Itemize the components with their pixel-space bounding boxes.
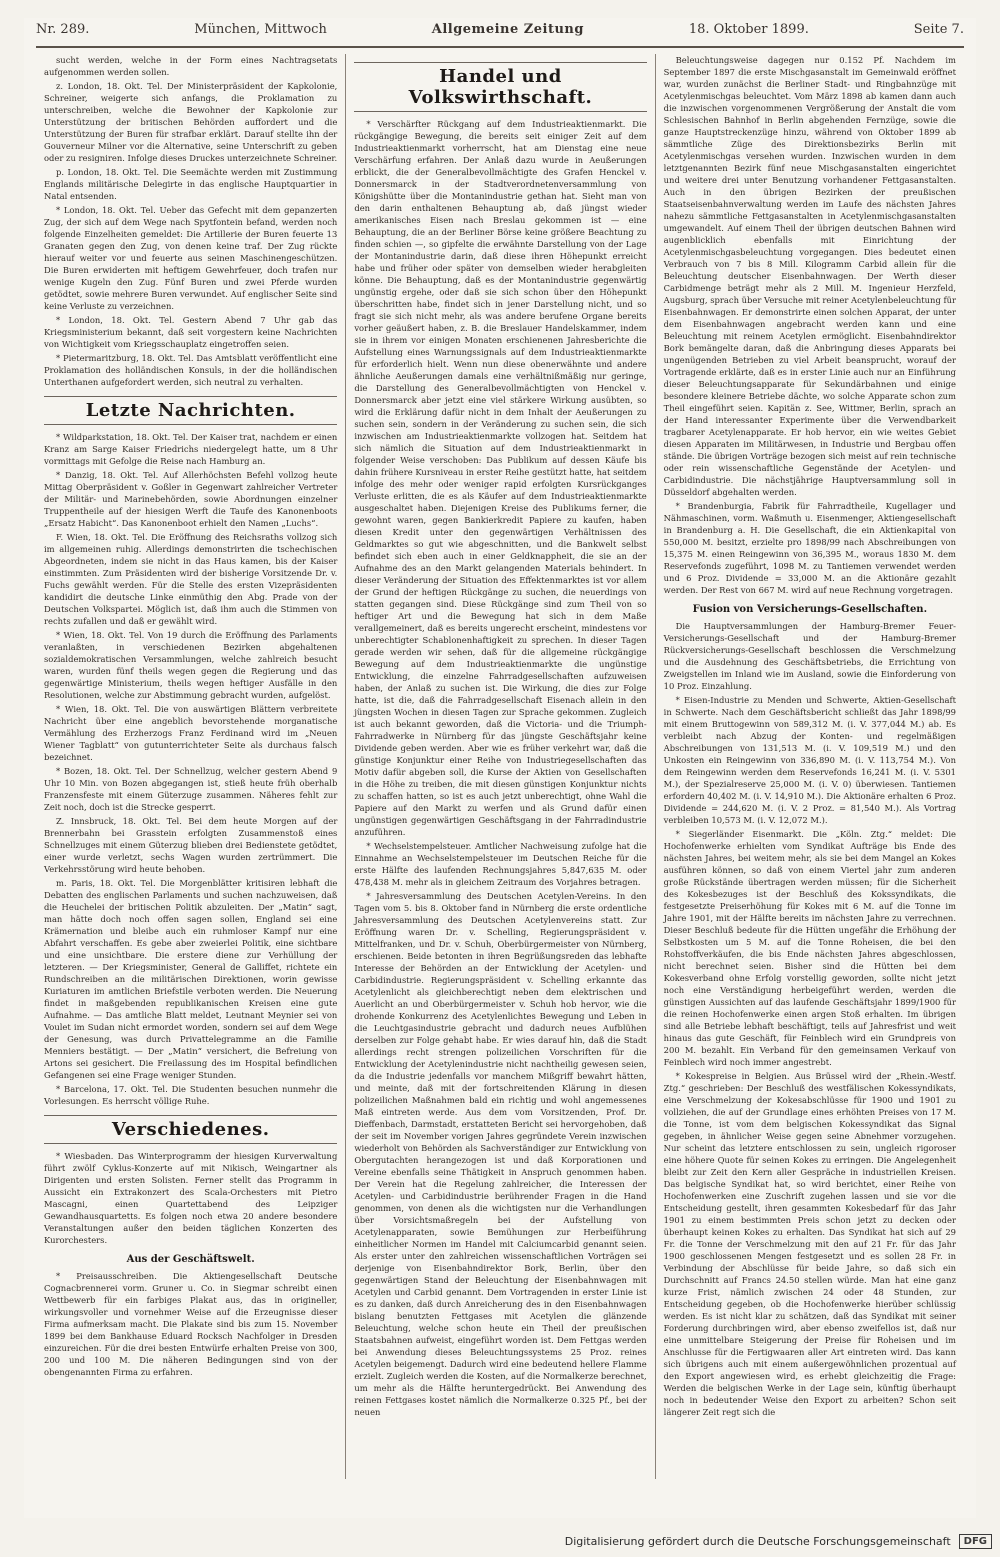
subsection-heading: Fusion von Versicherungs-Gesellschaften. <box>692 604 928 615</box>
article-paragraph: * Wiesbaden. Das Winterprogramm der hiesigen Kurverwaltung führt zwölf Cyklus-Konzerte auf mit Nikisch, Weingartner als Dirigenten und ersten Solisten. Ferner stellt das Programm in Aussicht ein Extrakonzert des Scala-Orchesters mit Pietro Mascagni, einen Quartettabend des Leipziger Gewandhausquartetts. Es folgen noch etwa 20 andere besondere Veranstaltungen außer den beiden täglichen Konzerten des Kurorchesters. <box>44 1151 338 1245</box>
article-paragraph: * Jahresversammlung des Deutschen Acetylen-Vereins. In den Tagen vom 5. bis 8. Oktober fand in Nürnberg die erste ordentliche Jahresversammlung des Deutschen Acetylenvereins statt. Zur Eröffnung waren Dr. v. Schelling, Regierungspräsident v. Mittelfranken, und Dr. v. Schuh, Oberbürgermeister von Nürnberg, erschienen. Beide betonten in ihren Begrüßungsreden das lebhafte Interesse der Behörden an der Entwicklung der Acetylen- und Carbidindustrie. Regierungspräsident v. Schelling erkannte das Acetylenlicht als gleichberechtigt neben dem elektrischen und Auerlicht an und Oberbürgermeister v. Schuh hob hervor, wie die drohende Konkurrenz des Acetylenlichtes Bewegung und Leben in die Leuchtgasindustrie gebracht und dadurch neues Aufblühen derselben zur Folge gehabt habe. Er wies darauf hin, daß die Stadt allerdings recht strengen polizeilichen Vorschriften für die Entwicklung der Acetylenindustrie nicht nachtheilig gewesen seien, da die Industrie jedenfalls vor manchem Mißgriff bewahrt hätten, und meinte, daß mit der fortschreitenden Klärung in diesen polizeilichen Maßnahmen bald ein richtig und wohl angemessenes Maß eintreten werde. Aus dem vom Vorsitzenden, Prof. Dr. Dieffenbach, Darmstadt, erstatteten Bericht sei hervorgehoben, daß der seit im November vorigen Jahres gegründete Verein inzwischen wiederholt von Behörden als Sachverständiger zur Entwicklung von Obergutachten herangezogen ist und daß Korporationen und Vereine ebenfalls seine Thätigkeit in Anspruch genommen haben. Der Verein hat die Regelung zahlreicher, die Interessen der Acetylen- und Carbidindustrie berührender Fragen in die Hand genommen, von denen als die wichtigsten nur die Verhandlungen über Vorsichtsmaßregeln bei der Aufstellung von Acetylenapparaten, sowie Bemühungen zur Herbeiführung einheitlicher Normen im Handel mit Calciumcarbid genannt seien. Als erster unter den zahlreichen wissenschaftlichen Vorträgen sei derjenige von Eisenbahndirektor Bork, Berlin, über den gegenwärtigen Stand der Beleuchtung der Eisenbahnwagen mit Acetylen und Carbid genannt. Dem Vortragenden in erster Linie ist es zu danken, daß durch Anreicherung des in den Eisenbahnwagen bislang benutzten Fettgases mit Acetylen die glänzende Beleuchtung, welche schon heute ein Theil der preußischen Staatsbahnen aufweist, eingeführt worden ist. Dem Fettgas werden bei Anwendung dieses Beleuchtungssystems 25 Proz. reines Acetylen beigemengt. Dadurch wird eine bedeutend hellere Flamme erzielt. Zugleich werden die Kosten, auf die Normalkerze berechnet, um mehr als die Hälfte heruntergedrückt. Bei Anwendung des reinen Fettgases kostet nämlich die Normalkerze 0.325 Pf., bei der neuen <box>354 891 647 1417</box>
article-paragraph: z. London, 18. Okt. Tel. Der Ministerpräsident der Kapkolonie, Schreiner, weigerte sich anfangs, die Proklamation zu unterschreiben, welche die Bewohner der Kapkolonie zur Unterstützung der britischen Behörden auffordert und die Unterstützung der Buren für strafbar erklärt. Darauf stellte ihn der Gouverneur Milner vor die Alternative, seine Unterschrift zu geben oder zu resigniren. Infolge dieses Druckes unterzeichnete Schreiner. <box>44 81 338 163</box>
article-paragraph: * Wildparkstation, 18. Okt. Tel. Der Kaiser trat, nachdem er einen Kranz am Sarge Kaiser Friedrichs niedergelegt hatte, um 8 Uhr vormittags mit Gefolge die Reise nach Hamburg an. <box>44 432 338 466</box>
masthead-rule <box>36 46 964 48</box>
article-paragraph: * Brandenburgia, Fabrik für Fahrradtheile, Kugellager und Nähmaschinen, vorm. Waßmuth u. Eisenmenger, Aktiengesellschaft in Brandenburg a. H. Die Gesellschaft, die ein Aktienkapital von 550,000 M. besitzt, erzielte pro 1898/99 nach Abschreibungen von 15,375 M. einen Reingewinn von 36,395 M., woraus 1830 M. dem Reservefonds zugeführt, 1098 M. zu Tantiemen verwendet werden und 6 Proz. Dividende = 33,000 M. an die Aktionäre gezahlt werden. Der Rest von 667 M. wird auf neue Rechnung vorgetragen. <box>663 501 956 595</box>
article-paragraph: m. Paris, 18. Okt. Tel. Die Morgenblätter kritisiren lebhaft die Debatten des englischen Parlaments und suchen nachzuweisen, daß die Heuchelei der britischen Politik abzuleiten. Der „Matin“ sagt, man hätte doch noch offen sagen sollen, England sei eine Krämernation und bleibe auch ein ruhmloser Kampf nur eine Abfahrt verschaffen. Es gebe aber zweierlei Politik, eine sichtbare und eine unsichtbare. Die erstere diene zur Verhüllung der letzteren. — Der Kriegsminister, General de Galliffet, richtete ein Rundschreiben an die militärischen Direktionen, worin gewisse Kuriaturen im amtlichen Briefstile verboten werden. Die Neuerung findet in maßgebenden republikanischen Kreisen eine gute Aufnahme. — Das amtliche Blatt meldet, Leutnant Meynier sei von Voulet im Sudan nicht ermordet worden, sondern sei auf dem Wege der Genesung, was durch Privattelegramme an die Familie Menniers bestätigt. — Der „Matin“ versichert, die Befreiung von Artons sei gesichert. Die Freilassung des im Hospital befindlichen Gefangenen sei eine Frage weniger Stunden. <box>44 878 338 1080</box>
article-paragraph: * Bozen, 18. Okt. Tel. Der Schnellzug, welcher gestern Abend 9 Uhr 10 Min. von Bozen abgegangen ist, stieß heute früh oberhalb Franzensfeste mit einem Güterzuge zusammen. Näheres fehlt zur Zeit noch, doch ist die Strecke gesperrt. <box>44 766 338 812</box>
article-paragraph: * Eisen-Industrie zu Menden und Schwerte, Aktien-Gesellschaft in Schwerte. Nach dem Geschäftsbericht schließt das Jahr 1898/99 mit einem Bruttogewinn von 589,312 M. (i. V. 377,044 M.) ab. Es verbleibt nach Abzug der Konten- und regelmäßigen Abschreibungen von 131,513 M. (i. V. 109,519 M.) und den Unkosten ein Reingewinn von 336,890 M. (i. V. 113,754 M.). Von dem Reingewinn werden dem Reservefonds 16,241 M. (i. V. 5301 M.), der Spezialreserve 25,000 M. (i. V. 0) überwiesen. Tantiemen erfordern 40,402 M. (i. V. 14,910 M.). Die Aktionäre erhalten 6 Proz. Dividende = 244,620 M. (i. V. 2 Proz. = 81,540 M.). Als Vortrag verbleiben 10,573 M. (i. V. 12,072 M.). <box>663 695 956 825</box>
article-paragraph: * Wien, 18. Okt. Tel. Die von auswärtigen Blättern verbreitete Nachricht über eine angeblich bevorstehende morganatische Vermählung des Erzherzogs Franz Ferdinand wird im „Neuen Wiener Tagblatt“ von gutunterrichteter Seite als durchaus falsch bezeichnet. <box>44 704 338 762</box>
page-number: Seite 7. <box>913 22 964 37</box>
article-paragraph: * Danzig, 18. Okt. Tel. Auf Allerhöchsten Befehl vollzog heute Mittag Oberpräsident v. Goßler in Gegenwart zahlreicher Vertreter der Militär- und Marinebehörden, sowie Abordnungen einzelner Truppentheile auf der hiesigen Werft die Taufe des Kanonenboots „Ersatz Habicht“. Das Kanonenboot erhielt den Namen „Luchs“. <box>44 470 338 528</box>
footer <box>565 1534 992 1549</box>
article-paragraph: sucht werden, welche in der Form eines Nachtragsetats aufgenommen werden sollen. <box>44 55 338 77</box>
section-heading: Letzte Nachrichten. <box>44 396 337 425</box>
column-1 <box>36 54 345 1479</box>
article-paragraph: Die Hauptversammlungen der Hamburg-Bremer Feuer-Versicherungs-Gesellschaft und der Hamburg-Bremer Rückversicherungs-Gesellschaft beschlossen die Verschmelzung und die Ausdehnung des Geschäftsbetriebs, die Errichtung von Zweigstellen im Inland wie im Ausland, sowie die Einforderung von 10 Proz. Einzahlung. <box>663 621 956 691</box>
article-paragraph: * Wien, 18. Okt. Tel. Von 19 durch die Eröffnung des Parlaments veranlaßten, in verschiedenen Bezirken abgehaltenen sozialdemokratischen Versammlungen, welche zahlreich besucht waren, wurden fünf theils wegen gegen die Regierung und das gegenwärtige Ministerium, theils wegen heftiger Ausfälle in den Resolutionen, welche zur Abstimmung gebracht wurden, aufgelöst. <box>44 630 338 700</box>
footer-credit: Digitalisierung gefördert durch die Deutsche Forschungsgemeinschaft <box>564 1535 951 1548</box>
article-paragraph: * Pietermaritzburg, 18. Okt. Tel. Das Amtsblatt veröffentlicht eine Proklamation des holländischen Konsuls, in der die holländischen Unterthanen aufgefordert werden, sich neutral zu verhalten. <box>44 353 338 387</box>
issue-date: 18. Oktober 1899. <box>688 22 809 37</box>
column-2 <box>345 54 654 1479</box>
article-paragraph: * Wechselstempelsteuer. Amtlicher Nachweisung zufolge hat die Einnahme an Wechselstempelsteuer im Deutschen Reiche für die erste Hälfte des laufenden Rechnungsjahres 5,847,635 M. oder 478,438 M. mehr als in gleichem Zeitraum des Vorjahres betragen. <box>354 841 647 887</box>
column-3 <box>655 54 964 1479</box>
section-heading: Verschiedenes. <box>44 1115 337 1144</box>
issue-number: Nr. 289. <box>36 22 90 37</box>
article-paragraph: Beleuchtungsweise dagegen nur 0.152 Pf. Nachdem im September 1897 die erste Mischgasanstalt im Gemeinwald eröffnet war, wurden zunächst die Berliner Stadt- und Ringbahnzüge mit Acetylenmischgas beleuchtet. Vom März 1898 ab kamen dann auch die inzwischen vorgenommenen Vergrößerung der Anstalt die vom Schlesischen Bahnhof in Berlin abgehenden Fernzüge, sowie die ganze Hauptstreckenzüge hinzu, während von Oktober 1899 ab sämmtliche Züge des Direktionsbezirks Berlin mit Acetylenmischgas versehen wurden. Inzwischen wurden in dem letztgenannten Bezirk fünf neue Mischgasanstalten eingerichtet und weitere drei unter Benutzung vorhandener Fettgasanstalten. Auch in den übrigen Bezirken der preußischen Staatseisenbahnverwaltung werden im Laufe des nächsten Jahres nahezu sämmtliche Fettgasanstalten in Acetylenmischgasanstalten umgewandelt. Auf einem Theil der übrigen deutschen Bahnen wird augenblicklich ebenfalls mit Einrichtung der Acetylenmischgasbeleuchtung vorgegangen. Dies bedeutet einen Verbrauch von 7 bis 8 Mill. Kilogramm Carbid allein für die Beleuchtung deutscher Eisenbahnwagen. Der Werth dieser Carbidmenge beträgt mehr als 2 Mill. M. Ingenieur Herzfeld, Augsburg, sprach über Versuche mit reiner Acetylenbeleuchtung für Eisenbahnwagen. Er demonstrirte einen solchen Apparat, der unter dem Eisenbahnwagen angebracht werden kann und eine Beleuchtung mit reinem Acetylen ermöglicht. Eisenbahndirektor Bork bemängelte daran, daß die Anbringung dieses Apparats bei ungenügenden Betrieben zu viel Arbeit beansprucht, worauf der Vortragende erklärte, daß es in erster Linie auch nur an Einführung dieser Beleuchtungsapparate für Sekundärbahnen und einige besondere kleinere Betriebe dächte, wo solche Apparate schon zum Theil eingeführt seien. Kapitän z. See, Wittmer, Berlin, sprach an der Hand interessanter Experimente über die Verwendbarkeit tragbarer Acetylenapparate. Er hob hervor, ein wie weites Gebiet diesen Apparaten im Militärwesen, in Industrie und Bergbau offen stände. Die übrigen Vorträge bezogen sich meist auf rein technische oder rein wissenschaftliche Gegenstände der Acetylen- und Carbidindustrie. Die nächstjährige Hauptversammlung soll in Düsseldorf abgehalten werden. <box>663 55 956 497</box>
dfg-logo: DFG <box>959 1534 992 1549</box>
newspaper-title: Allgemeine Zeitung <box>431 22 584 37</box>
article-paragraph: Z. Innsbruck, 18. Okt. Tel. Bei dem heute Morgen auf der Brennerbahn bei Grasstein erfolgten Zusammenstoß eines Schnellzuges mit einem Güterzug blieben drei Bedienstete getödtet, einer wurde verletzt, sechs Wagen wurden zertrümmert. Die Verkehrsstörung wird heute behoben. <box>44 816 338 874</box>
article-paragraph: * Verschärfter Rückgang auf dem Industrieaktienmarkt. Die rückgängige Bewegung, die bereits seit einiger Zeit auf dem Industrieaktienmarkt vorherrscht, hat am Dienstag eine neue Verschärfung erfahren. Der Anlaß dazu wurde in Aeußerungen erblickt, die der Generalbevollmächtigte des Grafen Henckel v. Donnersmarck in der Stadtverordnetenversammlung von Königshütte über die Montanindustrie gethan hat. Sieht man von den darin enthaltenen Behauptung ab, daß jüngst wieder amerikanisches Eisen nach Breslau gekommen ist — eine Behauptung, die an der Berliner Börse keine größere Beachtung zu finden schien —, so gipfelte die erwähnte Darstellung von der Lage der Montanindustrie darin, daß diese ihren Höhepunkt erreicht habe und früher oder später von demselben wieder herabgleiten könne. Die Behauptung, daß es der Montanindustrie gegenwärtig ungünstig ergehe, oder daß sie sich schon über den Höhepunkt überschritten habe, findet sich in jener Darstellung nicht, und so fragt sie sich nicht mehr, als was andere berufene Organe bereits vorher geäußert haben, z. B. die Breslauer Handelskammer, indem sie in ihrem vor einigen Monaten erschienenen Jahresberichte die Aufstellung eines Warnungssignals auf dem Industrieaktienmarkte für erforderlich hielt. Wenn nun diese obenerwähnte und andere ähnliche Aeußerungen damals eine verhältnißmäßig nur geringe, die Darstellung des Generalbevollmächtigten von Henckel v. Donnersmarck aber jetzt eine viel stärkere Wirkung ausübten, so wird die Erklärung dafür nicht in dem Inhalt der Aeußerungen zu suchen sein, sondern in der Veränderung zu suchen sein, die sich inzwischen am Industrieaktienmarkte vollzogen hat. Seitdem hat sich nämlich die Situation auf dem Industrieaktienmarkt in folgender Weise verschoben: Das Publikum auf dessen Käufe bis dahin frühere Kursniveau in erster Reihe gestützt hatte, hat seitdem infolge des mehr oder weniger rapid erfolgten Kursrückganges Verluste erlitten, die es als Käufer auf dem Industrieaktienmarkte ausgeschaltet haben. Diejenigen Kreise des Publikums ferner, die gewohnt waren, gegen Bankierkredit Papiere zu kaufen, haben diesen Kredit unter den gegenwärtigen Verhältnissen des Geldmarktes so gut wie abgeschnitten, und die Bankwelt selbst befindet sich eben auch in einer Geldknappheit, die sie an der Aufnahme des an den Markt gelangenden Materials behindert. In dieser Veränderung der Situation des Effektenmarktes ist vor allem der Grund der heftigen Rückgänge zu suchen, die neuerdings von statten gegangen sind. Diese Rückgänge sind zum Theil von so heftiger Art und die Bewegung hat sich in dem Maße verallgemeinert, daß es bereits ungerecht erscheint, mindestens vor unberechtigter Schablonenhaftigkeit zu sprechen. In dieser Tagen gerade werden wir sehen, daß für die allgemeine rückgängige Bewegung auf dem Industrieaktienmarkte die ungünstige Entwicklung, die einzelne Fahrradgesellschaften aufzuweisen haben, der Anlaß zu suchen ist. Die Wirkung, die dies zur Folge hatte, ist die, daß die Fahrradgesellschaft Eisenach allein in den jüngsten Wochen in diesen Tagen zur Sprache gekommen. Zugleich ist auch bekannt geworden, daß die Victoria- und die Triumph-Fahrradwerke in Nürnberg für das jüngste Geschäftsjahr keine Dividende geben werden. Aber wie es früher verkehrt war, daß die günstige Konjunktur einer Reihe von Industriegesellschaften das Motiv dafür abgeben soll, die Kurse der Aktien von Gesellschaften in die Höhe zu treiben, die mit diesen günstigen Konjunktur nichts zu schaffen hatten, so ist es auch jetzt unberechtigt, ohne Wahl die Papiere auf den Markt zu werfen und als Grund dafür einen ungünstigen gegenwärtigen Geschäftsgang in der Fahrradindustrie anzuführen. <box>354 119 647 837</box>
article-paragraph: F. Wien, 18. Okt. Tel. Die Eröffnung des Reichsraths vollzog sich im allgemeinen ruhig. Allerdings demonstrirten die tschechischen Abgeordneten, indem sie nicht in das Haus kamen, bis der Kaiser einstimmten. Zum Präsidenten wird der bisherige Vorsitzende Dr. v. Fuchs gewählt werden. Für die Stelle des ersten Vizepräsidenten kandidirt die deutsche Linke einmüthig den Abg. Prade von der Deutschen Volkspartei. Möglich ist, daß ihm auch die Stimmen von rechts zufallen und daß er gewählt wird. <box>44 532 338 626</box>
article-paragraph: * London, 18. Okt. Tel. Gestern Abend 7 Uhr gab das Kriegsministerium bekannt, daß seit vorgestern keine Nachrichten von Wichtigkeit vom Kriegsschauplatz eingetroffen seien. <box>44 315 338 349</box>
article-paragraph: * Barcelona, 17. Okt. Tel. Die Studenten besuchen nunmehr die Vorlesungen. Es herrscht völlige Ruhe. <box>44 1084 338 1106</box>
columns <box>36 54 964 1479</box>
article-paragraph: p. London, 18. Okt. Tel. Die Seemächte werden mit Zustimmung Englands militärische Delegirte in das englische Hauptquartier in Natal entsenden. <box>44 167 338 201</box>
article-paragraph: * London, 18. Okt. Tel. Ueber das Gefecht mit dem gepanzerten Zug, der sich auf dem Wege nach Spytfontein befand, werden noch folgende Einzelheiten gemeldet: Die Artillerie der Buren feuerte 13 Granaten gegen den Zug, von denen keine traf. Der Zug rückte hierauf weiter vor und feuerte aus seinen Maschinengeschützen. Die Buren erwiderten mit heftigem Gewehrfeuer, doch trafen nur wenige Kugeln den Zug. Fünf Buren und zwei Pferde wurden getödtet, sowie mehrere Buren verwundet. Auf englischer Seite sind keine Verluste zu verzeichnen. <box>44 205 338 311</box>
place-day: München, Mittwoch <box>194 22 327 37</box>
section-heading: Handel und Volkswirthschaft. <box>354 62 646 112</box>
article-paragraph: * Siegerländer Eisenmarkt. Die „Köln. Ztg.“ meldet: Die Hochofenwerke erhielten vom Syndikat Aufträge bis Ende des nächsten Jahres, bei weitem mehr, als sie bei dem Mangel an Kokes ausführen können, so daß von einem Viertel jahr zum anderen große Rückstände übertragen werden müssen; für die Sicherheit des Kokesbezuges ist der Beschluß des Kokssyndikats, die festgesetzte Preiserhöhung für Kokes mit 6 M. auf die Tonne im Jahre 1901, mit der Hälfte bereits im nächsten Jahre zu verrechnen. Dieser Beschluß bedeute für die Hütten ungefähr die Erhöhung der Selbstkosten um 5 M. auf die Tonne Roheisen, die bei den Rohstoffverkäufen, die bis Ende nächsten Jahres abgeschlossen, nicht berechnet seien. Bisher sind die Hütten bei dem Kokesverband ohne Erfolg vorstellig geworden, sollte nicht jetzt noch eine Verständigung herbeigeführt werden, werden die günstigen Aussichten auf das laufende Geschäftsjahr 1899/1900 für die reinen Hochofenwerke einen argen Stoß erhalten. Im übrigen sind alle Betriebe lebhaft beschäftigt, teils auf Jahresfrist und weit hinaus das gute Geschäft, für Feinblech wird ein Grundpreis von 200 M. bezahlt. Ein Verband für den gemeinsamen Verkauf von Feinblech wird noch immer angestrebt. <box>663 829 956 1067</box>
article-paragraph: * Preisausschreiben. Die Aktiengesellschaft Deutsche Cognacbrennerei vorm. Gruner u. Co. in Siegmar schreibt einen Wettbewerb für ein farbiges Plakat aus, das in origineller, wirkungsvoller und vornehmer Weise auf die Erzeugnisse dieser Firma aufmerksam macht. Die Plakate sind bis zum 15. November 1899 bei dem Bankhause Eduard Rocksch Nachfolger in Dresden einzureichen. Für die drei besten Entwürfe erhalten Preise von 300, 200 und 100 M. Die näheren Bedingungen sind von der obengenannten Firma zu erfahren. <box>44 1271 338 1377</box>
subsection-heading: Aus der Geschäftswelt. <box>126 1254 255 1265</box>
masthead <box>36 22 964 44</box>
article-paragraph: * Kokespreise in Belgien. Aus Brüssel wird der „Rhein.-Westf. Ztg.“ geschrieben: Der Beschluß des westfälischen Kokessyndikats, eine Verschmelzung der Kokesabschlüsse für 1900 und 1901 zu vollziehen, die auf der Grundlage eines erhöhten Preises von 17 M. die Tonne, ist vom dem belgischen Kokessyndikat das Signal gegeben, in ähnlicher Weise gegen seine Abnehmer vorzugehen. Nur scheint das letztere entschlossen zu sein, ungleich rigoroser eine höhere Quote für seinen Kokes zu erringen. Die Angelegenheit bleibt zur Zeit den Kern aller Gespräche in industriellen Kreisen. Das belgische Syndikat hat, so wird berichtet, einer Reihe von Hochofenwerken eine Zuschrift zugehen lassen und sie vor die Entscheidung gestellt, ihren gesammten Kokesbedarf für das Jahr 1901 zu einem bestimmten Preis schon jetzt zu decken oder überhaupt keinen Kokes zu erhalten. Das Syndikat hat sich auf 29 Fr. die Tonne der Verschmelzung mit den auf 21 Fr. für das Jahr 1900 geschlossenen Mengen festgesetzt und es sollen 28 Fr. in Verbindung der Abschlüsse für beide Jahre, so daß sich ein Durchschnitt auf Francs 24.50 stellen würde. Man hat eine ganz kurze Frist, nämlich zwischen 24 oder 48 Stunden, zur Entscheidung gegeben, ob die Hochofenwerke hierüber schlüssig werden. Es ist nicht klar zu schätzen, daß das Syndikat mit seiner Forderung durchbringen wird, aber ebenso zweifellos ist, daß nur eine unmittelbare Steigerung der Preise für Roheisen und im Anschlusse für die Fertigwaaren aller Art eintreten wird. Das kann sich übrigens auch mit einem außergewöhnlichen prozentual auf den Export angewiesen wird, es erhebt gleichzeitig die Frage: Werden die belgischen Werke in der Lage sein, künftig überhaupt noch in bedeutender Weise den Export zu arbeiten? Schon seit längerer Zeit regt sich die <box>663 1071 956 1417</box>
